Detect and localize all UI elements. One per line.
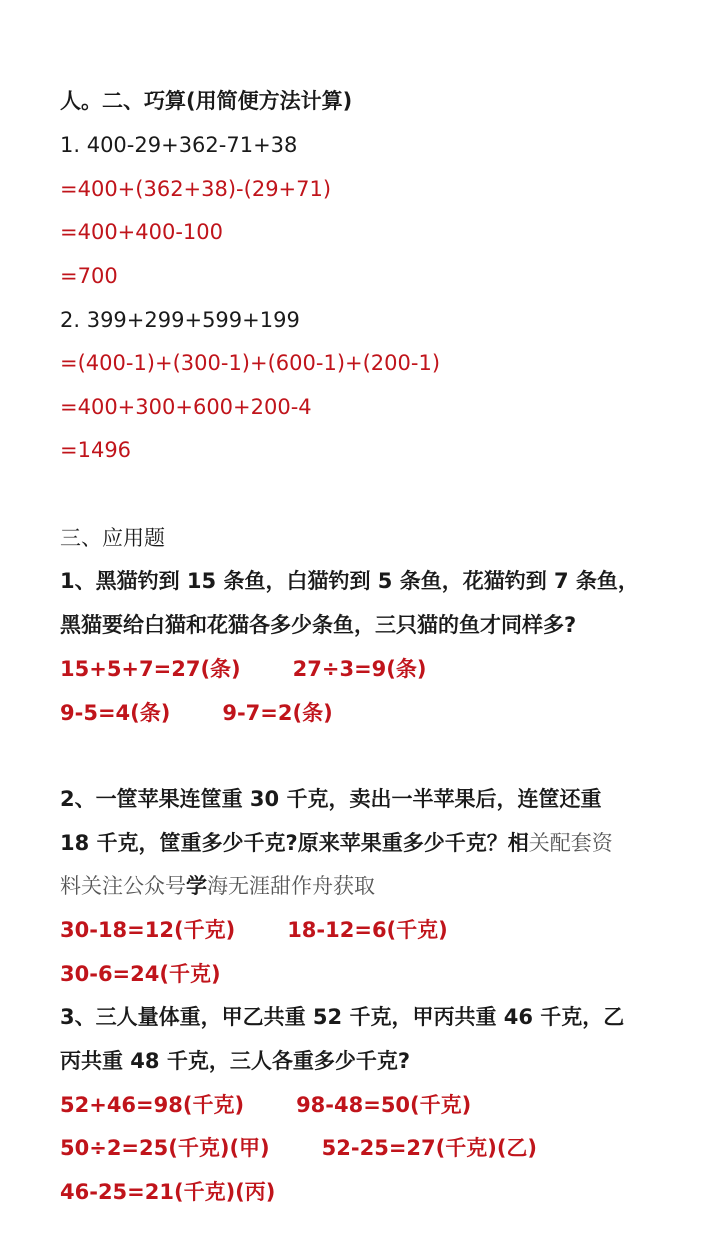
p1-answer-row2 — [60, 700, 333, 726]
p3-answer-1a: 52+46=98(千克) — [60, 1093, 245, 1117]
q1-step-3: =700 — [60, 264, 118, 288]
p2-question-line2 — [60, 830, 613, 856]
p2-watermark-c: 学 — [186, 874, 207, 898]
p1-answer-1a: 15+5+7=27(条) — [60, 657, 241, 681]
section2-heading: 人。二、巧算(用简便方法计算) — [60, 89, 353, 113]
p3-answer-2a: 50÷2=25(千克)(甲) — [60, 1136, 270, 1160]
p2-watermark-a: 关配套资 — [528, 831, 613, 855]
p2-question-line2-main: 18 千克，筐重多少千克?原来苹果重多少千克？相 — [60, 831, 529, 855]
q1-step-1: =400+(362+38)-(29+71) — [60, 177, 332, 201]
p1-answer-1b: 27÷3=9(条) — [292, 657, 427, 681]
p3-question-line1: 3、三人量体重，甲乙共重 52 千克，甲丙共重 46 千克，乙 — [60, 1005, 625, 1029]
p2-answer-row1 — [60, 917, 448, 943]
q1-problem: 1. 400-29+362-71+38 — [60, 133, 298, 157]
p1-answer-row1 — [60, 656, 427, 682]
p3-answer-1b: 98-48=50(千克) — [296, 1093, 472, 1117]
p1-answer-2b: 9-7=2(条) — [222, 701, 333, 725]
p2-watermark-line — [60, 873, 375, 899]
p1-answer-2a: 9-5=4(条) — [60, 701, 171, 725]
p2-answer-1b: 18-12=6(千克) — [287, 918, 448, 942]
p2-watermark-b: 料关注公众号 — [60, 874, 186, 898]
p2-watermark-d: 海无涯甜作舟获取 — [207, 874, 375, 898]
q1-step-2: =400+400-100 — [60, 220, 224, 244]
section3-heading: 三、应用题 — [60, 526, 165, 550]
q2-step-3: =1496 — [60, 438, 132, 462]
p2-answer-1a: 30-18=12(千克) — [60, 918, 236, 942]
p3-answer-row3 — [60, 1179, 275, 1205]
p2-answer-2a: 30-6=24(千克) — [60, 962, 221, 986]
p1-question-line1: 1、黑猫钓到 15 条鱼，白猫钓到 5 条鱼，花猫钓到 7 条鱼， — [60, 569, 639, 593]
q2-problem: 2. 399+299+599+199 — [60, 308, 300, 332]
p1-question-line2: 黑猫要给白猫和花猫各多少条鱼，三只猫的鱼才同样多? — [60, 613, 577, 637]
p2-answer-row2 — [60, 961, 221, 987]
p3-answer-3a: 46-25=21(千克)(丙) — [60, 1180, 276, 1204]
p3-answer-row2 — [60, 1135, 537, 1161]
q2-step-1: =(400-1)+(300-1)+(600-1)+(200-1) — [60, 351, 441, 375]
p3-answer-row1 — [60, 1092, 471, 1118]
p3-answer-2b: 52-25=27(千克)(乙) — [321, 1136, 538, 1160]
p3-question-line2: 丙共重 48 千克，三人各重多少千克? — [60, 1049, 411, 1073]
p2-question-line1: 2、一筐苹果连筐重 30 千克，卖出一半苹果后，连筐还重 — [60, 787, 602, 811]
q2-step-2: =400+300+600+200-4 — [60, 395, 312, 419]
